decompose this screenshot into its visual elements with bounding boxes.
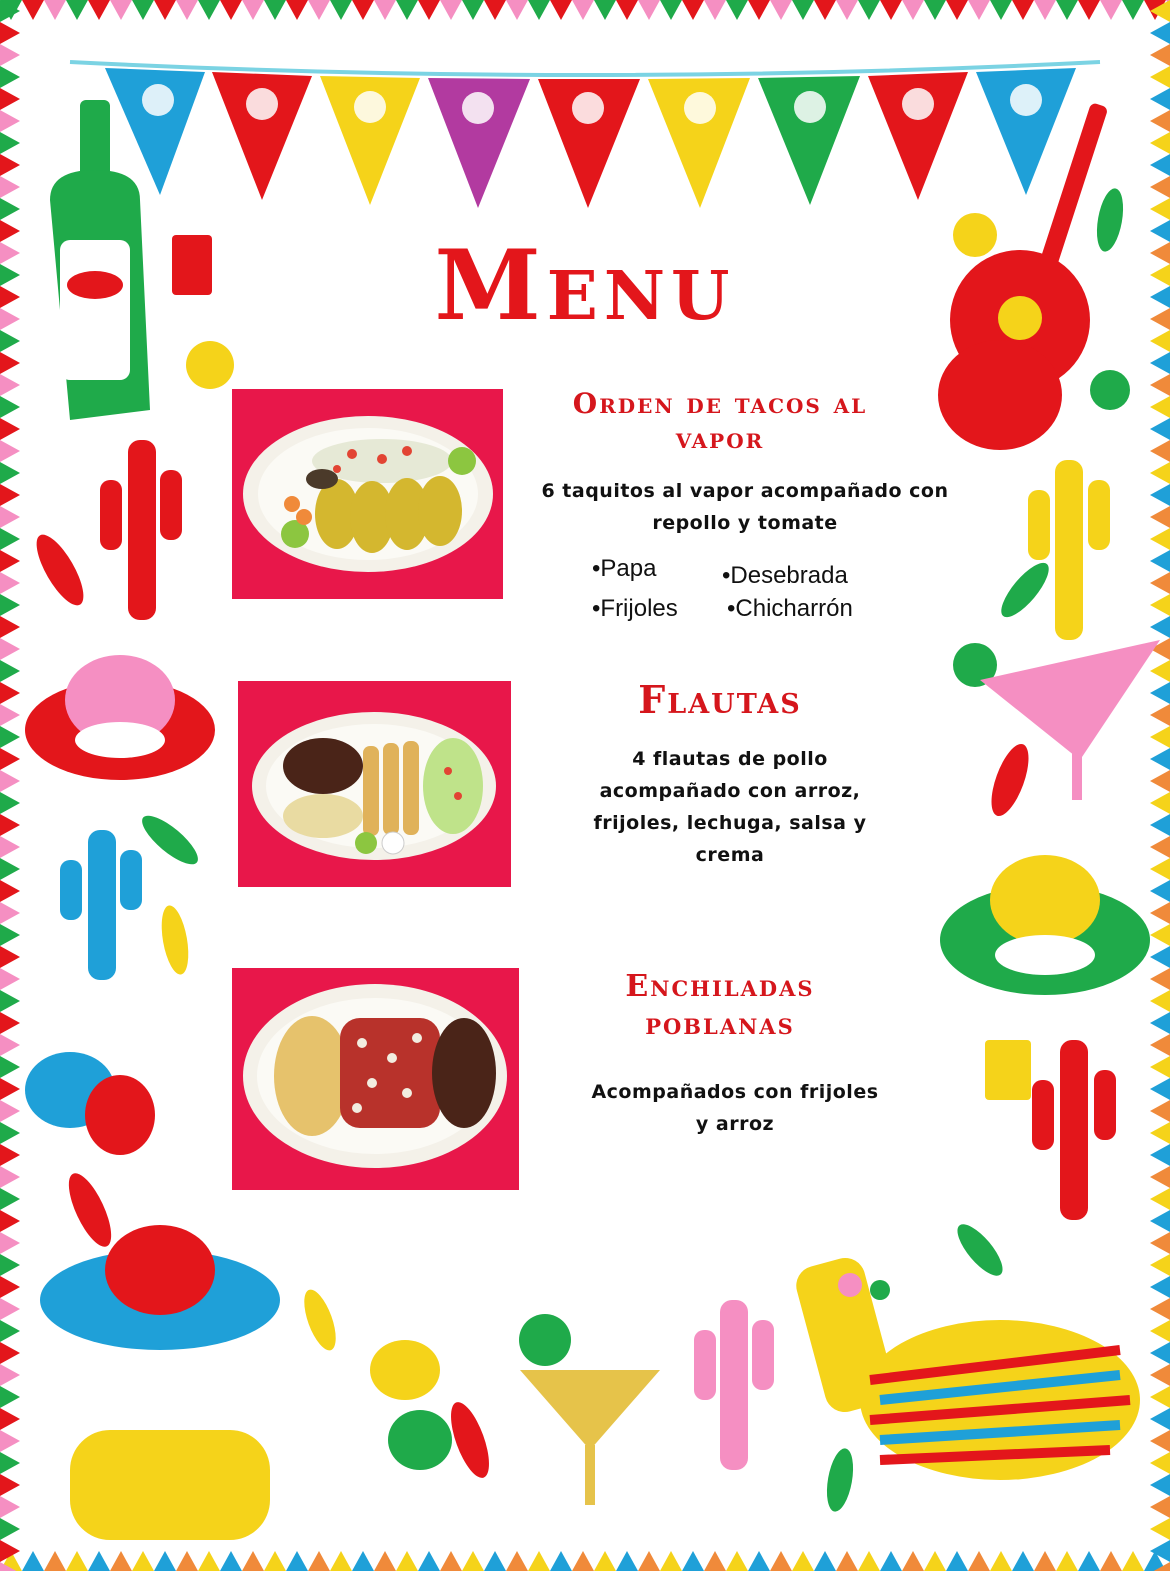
filling-option: •Frijoles [592, 595, 678, 622]
filling-option: •Papa [592, 555, 657, 582]
item-name-enchiladas: Enchiladas poblanas [625, 969, 815, 1042]
item-description-enchiladas: Acompañados con frijoles y arroz [591, 1081, 879, 1135]
item-description-tacos: 6 taquitos al vapor acompañado con repollo y tomate [541, 480, 949, 534]
pinata-icon [792, 1253, 1140, 1480]
filling-option: •Desebrada [722, 562, 848, 589]
cactus-icon [1028, 460, 1110, 640]
margarita-icon [519, 1314, 660, 1505]
sombrero-icon [940, 855, 1150, 995]
tacos-photo [232, 389, 503, 599]
shot-glass-icon [985, 1040, 1031, 1100]
sombrero-icon [25, 655, 215, 780]
papel-picado-banner [70, 62, 1100, 208]
enchiladas-photo [232, 968, 519, 1190]
cactus-icon [100, 440, 182, 620]
lime-icon [186, 341, 234, 389]
menu-title: Menu [434, 229, 736, 342]
cactus-icon [1032, 1040, 1116, 1220]
item-name-flautas: Flautas [638, 677, 802, 722]
filling-option: •Chicharrón [727, 595, 853, 622]
lime-icon [1090, 370, 1130, 410]
sombrero-icon [40, 1225, 280, 1540]
item-name-tacos: Orden de tacos al vapor [572, 387, 868, 455]
flautas-photo [238, 681, 511, 887]
cactus-icon [694, 1300, 774, 1470]
cactus-icon [60, 830, 142, 980]
item-description-flautas: 4 flautas de pollo acompañado con arroz, frijoles, lechuga, salsa y crema [593, 748, 867, 866]
